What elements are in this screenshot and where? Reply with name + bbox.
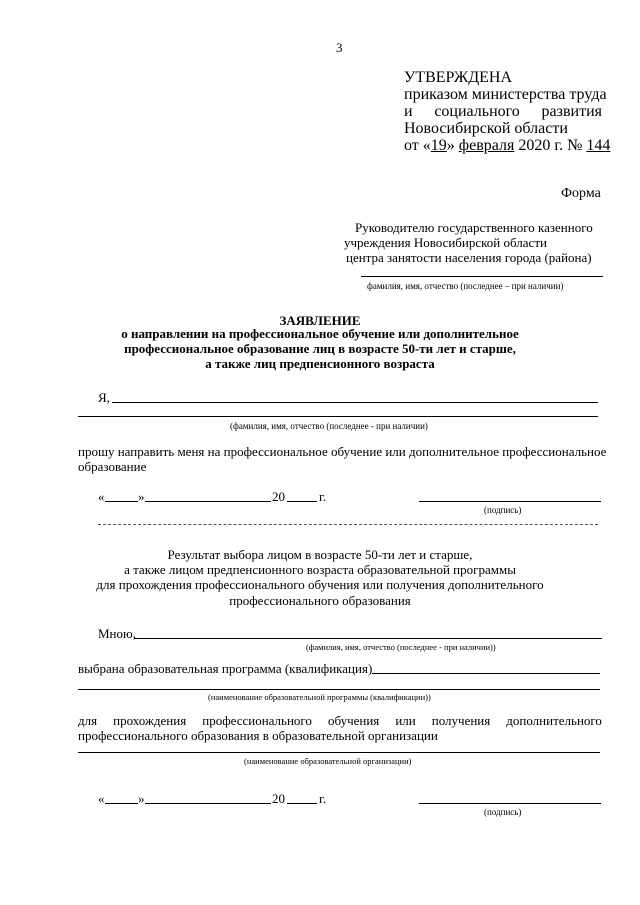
page-number: 3 [336,40,343,55]
approval-day: 19 [430,137,447,154]
date1-year-field[interactable] [287,501,317,502]
date1-close-quote: » [138,489,145,504]
approval-title: УТВЕРЖДЕНА [404,69,513,86]
selection-fio-caption: (фамилия, имя, отчество (последнее - при наличии)) [306,642,496,652]
approval-word: развития [541,103,602,120]
organization-caption: (наименование образовательной организации) [244,756,412,766]
date2-open-quote: « [98,791,105,806]
result-line-2: а также лицом предпенсионного возраста образовательной программы [124,562,516,577]
date1-year-suffix: г. [319,489,327,504]
addressee-line-1: Руководителю государственного казенного [355,220,593,235]
date1-signature-field[interactable] [419,501,601,502]
purpose-line-1 [78,713,602,729]
addressee-line-2: учреждения Новосибирской области [344,235,547,250]
program-field-1[interactable] [372,673,600,674]
request-line-1: прошу направить меня на профессиональное обучение или дополнительное профессиональное [78,444,607,459]
selection-fio-line[interactable] [134,638,602,639]
request-line-2: образование [78,459,147,474]
date2-month-field[interactable] [145,803,271,804]
addressee-fio-line[interactable] [361,276,603,277]
date2-signature-field[interactable] [419,803,601,804]
purpose-word: получения [431,713,491,728]
statement-subtitle-3: а также лиц предпенсионного возраста [205,356,435,371]
selection-to-whom: Мною, [98,626,136,641]
approval-date-line [404,136,610,155]
organization-field[interactable] [78,752,600,753]
date2-signature-caption: (подпись) [484,807,522,817]
purpose-word: обучения [327,713,380,728]
addressee-fio-caption: фамилия, имя, отчество (последнее – при наличии) [367,281,564,291]
purpose-word: прохождения [113,713,187,728]
date1-signature-caption: (подпись) [484,505,522,515]
section-separator [98,524,598,525]
purpose-word: для [78,713,98,728]
date1-open-quote: « [98,489,105,504]
form-label: Форма [561,186,601,201]
purpose-word: дополнительного [506,713,602,728]
program-caption: (наименование образовательной программы (квалификации)) [208,692,431,702]
date2-close-quote: » [138,791,145,806]
statement-subtitle-2: профессиональное образование лиц в возрасте 50-ти лет и старше, [124,341,516,356]
applicant-fio-line-2[interactable] [78,416,598,417]
applicant-fio-line-1[interactable] [112,402,598,403]
approval-number: 144 [586,137,611,154]
date-mid: » [446,137,459,154]
program-label: выбрана образовательная программа (квалификация) [78,661,373,676]
applicant-fio-caption: (фамилия, имя, отчество (последнее - при наличии) [230,421,428,431]
date1-month-field[interactable] [145,501,271,502]
date2-year-field[interactable] [287,803,317,804]
date2-year-prefix: 20 [272,791,285,806]
statement-subtitle-1: о направлении на профессиональное обучение или дополнительное [121,326,519,341]
date1-day-field[interactable] [105,501,138,502]
date1-year-prefix: 20 [272,489,285,504]
date2-year-suffix: г. [319,791,327,806]
approval-line-1: приказом министерства труда [404,86,607,103]
approval-month: февраля [458,137,515,154]
date2-day-field[interactable] [105,803,138,804]
applicant-prefix: Я, [98,390,110,405]
addressee-line-3: центра занятости населения города (района) [346,250,592,265]
result-line-3: для прохождения профессионального обучения или получения дополнительного [96,577,544,592]
statement-title: ЗАЯВЛЕНИЕ [279,313,361,328]
purpose-word: профессионального [202,713,312,728]
approval-year: 2020 г. № [514,137,587,154]
approval-word: и [404,103,413,120]
program-field-2[interactable] [78,689,600,690]
approval-line-3: Новосибирской области [404,120,568,137]
date-prefix: от « [404,137,431,154]
approval-word: социального [434,103,520,120]
purpose-word: или [395,713,416,728]
purpose-line-2: профессионального образования в образовательной организации [78,728,438,743]
result-line-1: Результат выбора лицом в возрасте 50-ти лет и старше, [167,547,473,562]
result-line-4: профессионального образования [229,593,411,608]
